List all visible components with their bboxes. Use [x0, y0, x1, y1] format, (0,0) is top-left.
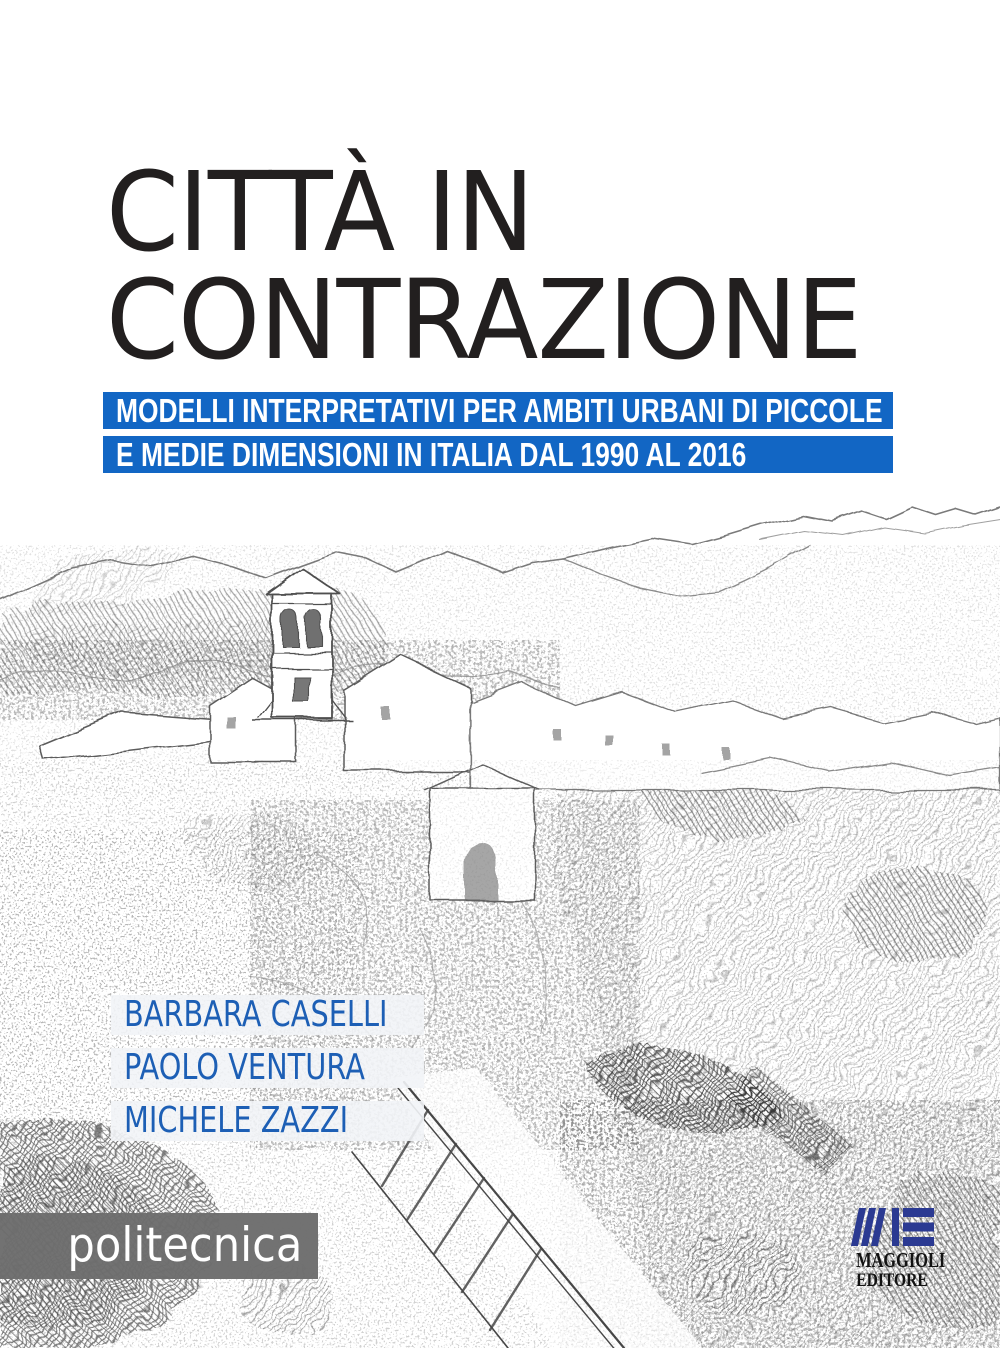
title-line-2: CONTRAZIONE [106, 256, 862, 384]
subtitle-line-2: E MEDIE DIMENSIONI IN ITALIA DAL 1990 AL 2016 [116, 436, 747, 473]
subtitle-line-1: MODELLI INTERPRETATIVI PER AMBITI URBANI DI PICCOLE [116, 392, 883, 429]
author-name-3: MICHELE ZAZZI [124, 1100, 349, 1141]
publisher-type: EDITORE [856, 1270, 928, 1291]
author-name-2: PAOLO VENTURA [124, 1047, 365, 1088]
author-band-1 [111, 995, 424, 1035]
maggioli-logo-icon [850, 1208, 934, 1246]
author-name-1: BARBARA CASELLI [124, 994, 388, 1035]
publisher-name: MAGGIOLI [856, 1248, 946, 1272]
series-logo-politecnica: politecnica [67, 1218, 302, 1273]
author-band-2 [111, 1048, 424, 1088]
subtitle-bar-1 [103, 392, 893, 429]
author-band-3 [111, 1101, 424, 1141]
book-title [106, 148, 862, 384]
subtitle-bar-2 [103, 436, 893, 473]
series-band [0, 1213, 318, 1279]
title-line-1: CITTÀ IN [106, 148, 534, 276]
publisher-logo [846, 1208, 946, 1291]
